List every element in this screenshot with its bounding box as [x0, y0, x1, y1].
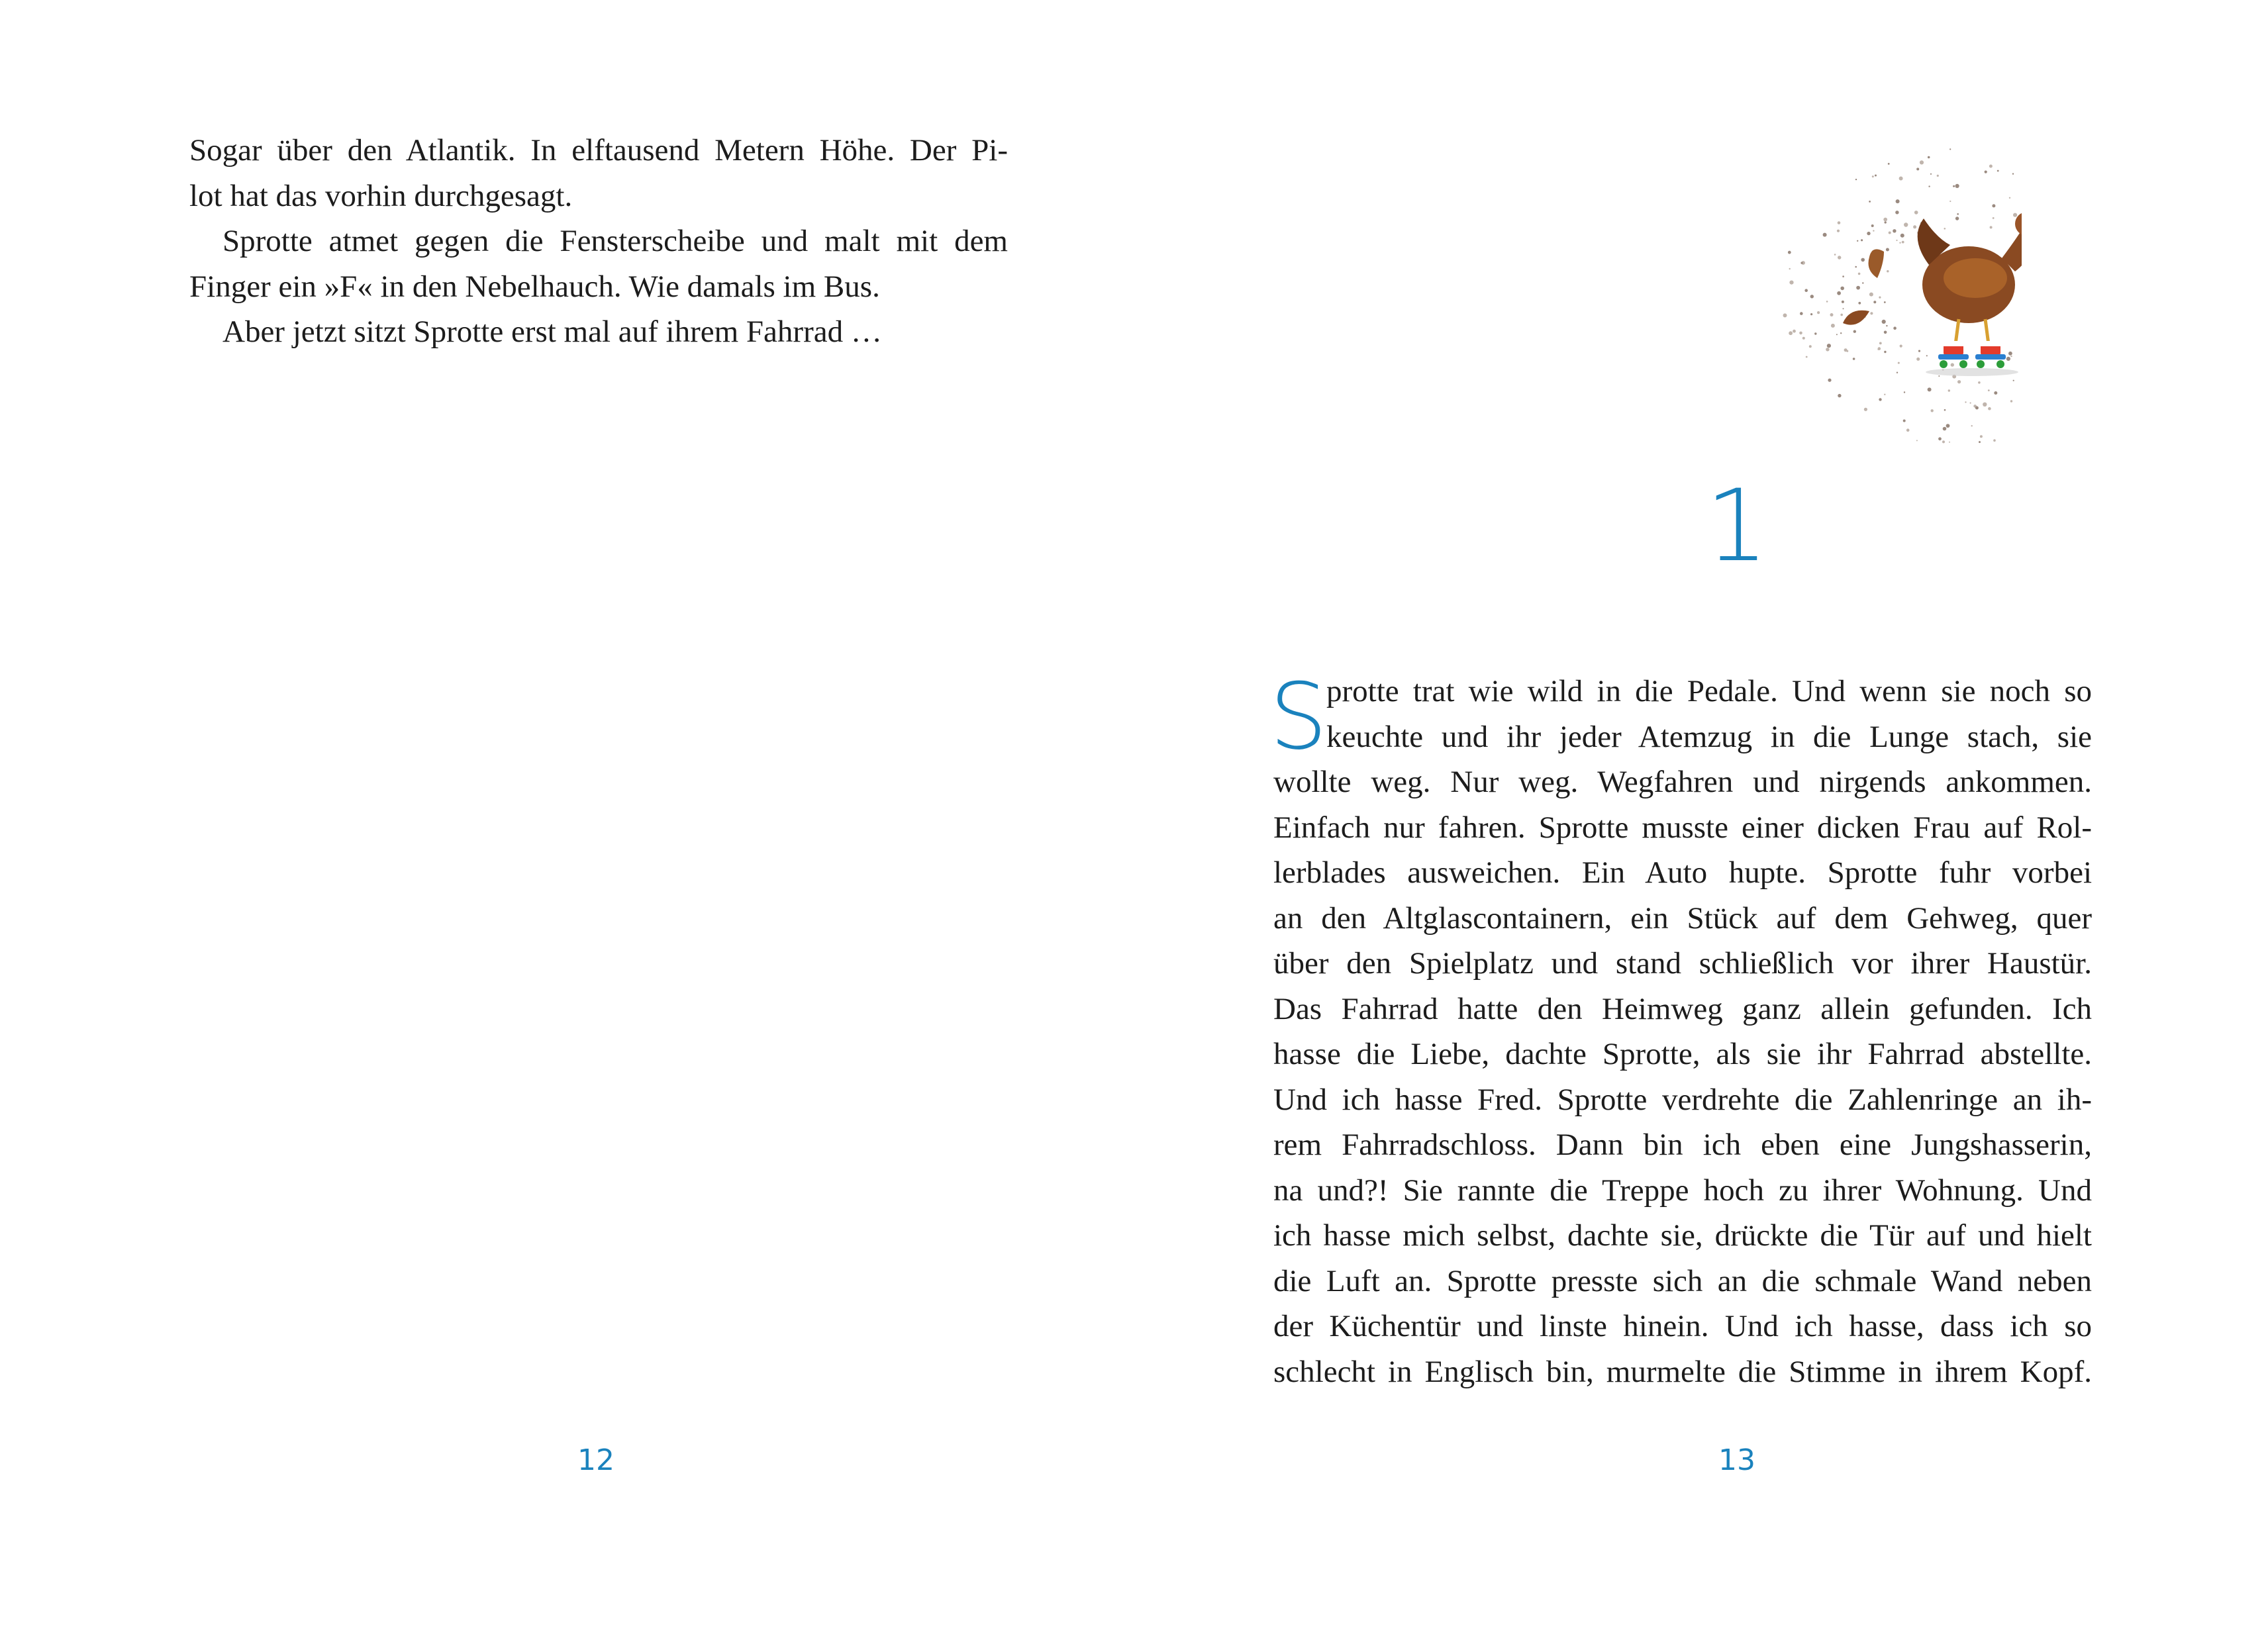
speckle — [1879, 297, 1881, 299]
speckle — [1884, 301, 1886, 303]
speckle — [1955, 217, 1959, 220]
speckle — [1896, 240, 1897, 241]
speckle — [2013, 213, 2017, 217]
speckle — [1918, 350, 1920, 352]
speckle — [1883, 218, 1887, 222]
speckle — [1899, 242, 1900, 244]
text-line: ich hasse mich selbst, dachte sie, drückte die Tür auf und hielt — [1273, 1218, 2092, 1253]
speckle — [1965, 401, 1966, 403]
speckle — [1916, 358, 1920, 361]
speckle — [1928, 387, 1932, 391]
speckle — [1938, 375, 1940, 377]
speckle — [1827, 344, 1831, 348]
speckle — [1855, 179, 1857, 180]
speckle — [1937, 175, 1939, 177]
speckle — [1788, 251, 1791, 254]
speckle — [1904, 222, 1908, 226]
speckle — [1840, 332, 1842, 334]
speckle — [1855, 266, 1857, 268]
text-line: über den Spielplatz und stand schließlich vor ihrer Haustür. — [1273, 946, 2092, 981]
text-line: Einfach nur fahren. Sprotte musste einer dicken Frau auf Rol- — [1273, 810, 2092, 845]
speckle — [1879, 342, 1882, 345]
speckle — [1861, 239, 1863, 241]
speckle — [1861, 258, 1865, 262]
speckle — [1840, 314, 1843, 316]
speckle — [1783, 313, 1787, 317]
speckle — [1884, 331, 1887, 334]
chapter-body — [1273, 669, 2092, 1394]
speckle — [1806, 356, 1808, 358]
speckle — [1869, 201, 1871, 203]
speckle — [1914, 211, 1918, 215]
text-line: Sprotte atmet gegen die Fensterscheibe und malt mit dem — [222, 224, 1008, 258]
speckle — [1871, 224, 1874, 227]
text-line: Das Fahrrad hatte den Heimweg ganz allein gefunden. Ich — [1273, 991, 2092, 1026]
speckle — [1800, 262, 1802, 264]
speckle — [1882, 320, 1886, 324]
speckle — [1834, 254, 1836, 256]
speckle — [1810, 295, 1814, 298]
speckle — [1886, 325, 1887, 326]
speckle — [1971, 425, 1973, 426]
speckle — [1988, 389, 1990, 391]
speckle — [1884, 351, 1886, 353]
hen-icon — [1918, 206, 2022, 344]
speckle — [1846, 350, 1848, 352]
speckle — [1975, 407, 1979, 410]
text-line: wollte weg. Nur weg. Wegfahren und nirgends ankommen. — [1273, 765, 2092, 799]
speckle — [1949, 148, 1951, 150]
speckle — [1842, 301, 1844, 303]
speckle — [1831, 324, 1835, 328]
speckle — [1826, 301, 1828, 303]
speckle — [1931, 409, 1934, 412]
speckle — [2008, 352, 2012, 356]
speckle — [1948, 389, 1950, 391]
speckle — [1900, 345, 1902, 348]
speckle — [1879, 398, 1881, 401]
speckle — [1864, 408, 1867, 411]
speckle — [1953, 185, 1955, 187]
text-line: Und ich hasse Fred. Sprotte verdrehte die Zahlenringe an ih- — [1273, 1082, 2092, 1117]
speckle — [1989, 165, 1993, 168]
speckle — [1885, 221, 1887, 223]
speckle — [1837, 230, 1840, 232]
text-line: na und?! Sie rannte die Treppe hoch zu ihrer Wohnung. Und — [1273, 1173, 2092, 1208]
speckle — [1978, 381, 1981, 384]
speckle — [1814, 332, 1816, 334]
speckle — [1913, 225, 1916, 228]
speckle — [1809, 345, 1812, 348]
speckle — [1938, 437, 1942, 440]
speckle — [1867, 232, 1870, 235]
speckle — [1916, 440, 1918, 441]
speckle — [1992, 204, 1995, 207]
speckle — [1896, 199, 1900, 203]
speckle — [1902, 241, 1904, 244]
speckle — [1838, 394, 1841, 397]
speckle — [1838, 221, 1841, 224]
left-page-text — [189, 128, 1008, 355]
text-line: an den Altglascontainern, ein Stück auf dem Gehweg, quer — [1273, 900, 2092, 936]
paragraph — [189, 309, 1008, 355]
text-line: rem Fahrradschloss. Dann bin ich eben eine Jungshasserin, — [1273, 1128, 2092, 1162]
speckle — [1903, 420, 1906, 422]
text-line: hasse die Liebe, dachte Sprotte, als sie ihr Fahrrad abstellte. — [1273, 1037, 2092, 1071]
speckle — [1916, 168, 1919, 170]
speckle — [1869, 293, 1873, 297]
speckle — [1862, 282, 1863, 283]
speckle — [1840, 287, 1844, 291]
speckle — [1828, 379, 1831, 382]
page-number: 13 — [1718, 1443, 1755, 1477]
speckle — [1899, 177, 1903, 181]
speckle — [1980, 435, 1983, 438]
text-line: Aber jetzt sitzt Sprotte erst mal auf ihrem Fahrrad … — [222, 314, 882, 349]
speckle — [1949, 442, 1950, 443]
speckle — [1957, 380, 1961, 383]
speckle — [1858, 273, 1861, 275]
feather-icon — [1869, 249, 1885, 278]
speckle — [1951, 363, 1954, 366]
speckle — [1897, 372, 1898, 373]
speckle — [1997, 170, 1999, 172]
speckle — [1804, 289, 1808, 292]
speckle — [1789, 331, 1793, 335]
speckle — [1993, 439, 1996, 442]
paragraph — [189, 218, 1008, 309]
speckle — [1930, 173, 1932, 175]
right-page-text — [1269, 663, 2092, 1394]
speckle — [1893, 229, 1896, 232]
speckle — [1944, 409, 1946, 411]
speckle — [1990, 226, 1993, 228]
speckle — [1926, 355, 1928, 356]
text-line: Sogar über den Atlantik. In elftausend Metern Höhe. Der Pi- — [189, 133, 1008, 168]
speckle — [1889, 232, 1891, 234]
speckle — [1836, 334, 1838, 335]
speckle — [2010, 356, 2012, 357]
paragraph — [189, 128, 1008, 218]
speckle — [1928, 185, 1930, 187]
speckle — [2006, 357, 2010, 361]
speckle — [1793, 330, 1796, 333]
speckle — [1870, 312, 1873, 314]
speckle — [1878, 347, 1881, 350]
speckle — [2009, 197, 2010, 199]
speckle — [1873, 230, 1874, 231]
speckle — [1799, 332, 1802, 335]
text-line: Finger ein »F« in den Nebelhauch. Wie damals im Bus. — [189, 269, 880, 304]
speckle — [1942, 440, 1945, 443]
text-line: protte trat wie wild in die Pedale. Und wenn sie noch so — [1326, 674, 2092, 708]
right-page — [1134, 0, 2268, 1642]
speckle — [1856, 286, 1860, 290]
speckle — [1857, 240, 1858, 242]
speckle — [1830, 313, 1834, 316]
speckle — [1887, 270, 1889, 272]
speckle — [1993, 217, 1995, 219]
speckle — [1842, 275, 1844, 277]
speckle — [1985, 171, 1987, 173]
roller-skate-icon — [1975, 341, 2006, 368]
speckle — [1810, 313, 1812, 315]
text-line: lot hat das vorhin durchgesagt. — [189, 178, 573, 213]
speckle — [1895, 211, 1898, 214]
chapter-number: 1 — [1705, 469, 1769, 584]
speckle — [1944, 228, 1946, 230]
speckle — [1970, 403, 1971, 404]
speckle — [1904, 391, 1905, 393]
speckle — [1898, 362, 1900, 364]
speckle — [1900, 234, 1904, 238]
speckle — [2012, 173, 2014, 174]
speckle — [1946, 424, 1950, 428]
speckle — [1817, 311, 1820, 314]
feather-icon — [1843, 311, 1869, 325]
speckle — [2010, 400, 2012, 402]
speckle — [1873, 301, 1876, 303]
speckle — [1872, 175, 1874, 177]
text-line: die Luft an. Sprotte presste sich an die schmale Wand neben — [1273, 1263, 2092, 1298]
drop-cap: S — [1269, 663, 1328, 770]
speckle — [1994, 391, 1997, 395]
speckle — [1884, 394, 1885, 395]
speckle — [1928, 156, 1930, 159]
speckle — [1802, 337, 1805, 340]
speckle — [1800, 312, 1803, 315]
speckle — [1920, 160, 1924, 164]
speckle — [1789, 281, 1793, 285]
text-line: keuchte und ihr jeder Atemzug in die Lunge stach, sie — [1326, 719, 2092, 754]
speckle — [1843, 308, 1844, 309]
speckle — [1837, 291, 1841, 295]
speckle — [1949, 201, 1951, 202]
speckle — [1979, 441, 1981, 443]
speckle — [2013, 380, 2014, 381]
speckle — [1789, 268, 1791, 269]
speckle — [1983, 403, 1987, 407]
speckle — [1955, 184, 1959, 188]
text-line: lerblades ausweichen. Ein Auto hupte. Sprotte fuhr vorbei — [1273, 855, 2092, 890]
speckle — [1888, 163, 1890, 165]
text-line: schlecht in Englisch bin, murmelte die Stimme in ihrem Kopf. — [1273, 1354, 2092, 1389]
speckle — [1893, 326, 1897, 330]
speckle — [1826, 348, 1829, 351]
speckle — [1943, 427, 1947, 431]
speckle — [1838, 256, 1841, 259]
speckle — [1853, 358, 1855, 360]
speckle — [1906, 428, 1910, 432]
speckle — [1823, 233, 1827, 237]
speckle — [1886, 248, 1889, 252]
speckle — [1853, 330, 1856, 333]
speckle — [1858, 302, 1861, 305]
speckle — [1957, 213, 1959, 215]
page-number: 12 — [577, 1443, 615, 1477]
speckle — [1988, 407, 1991, 410]
text-line: der Küchentür und linste hinein. Und ich hasse, dass ich so — [1273, 1309, 2092, 1343]
chicken-on-roller-skates-illustration — [1465, 113, 2022, 483]
speckle — [1875, 175, 1877, 177]
